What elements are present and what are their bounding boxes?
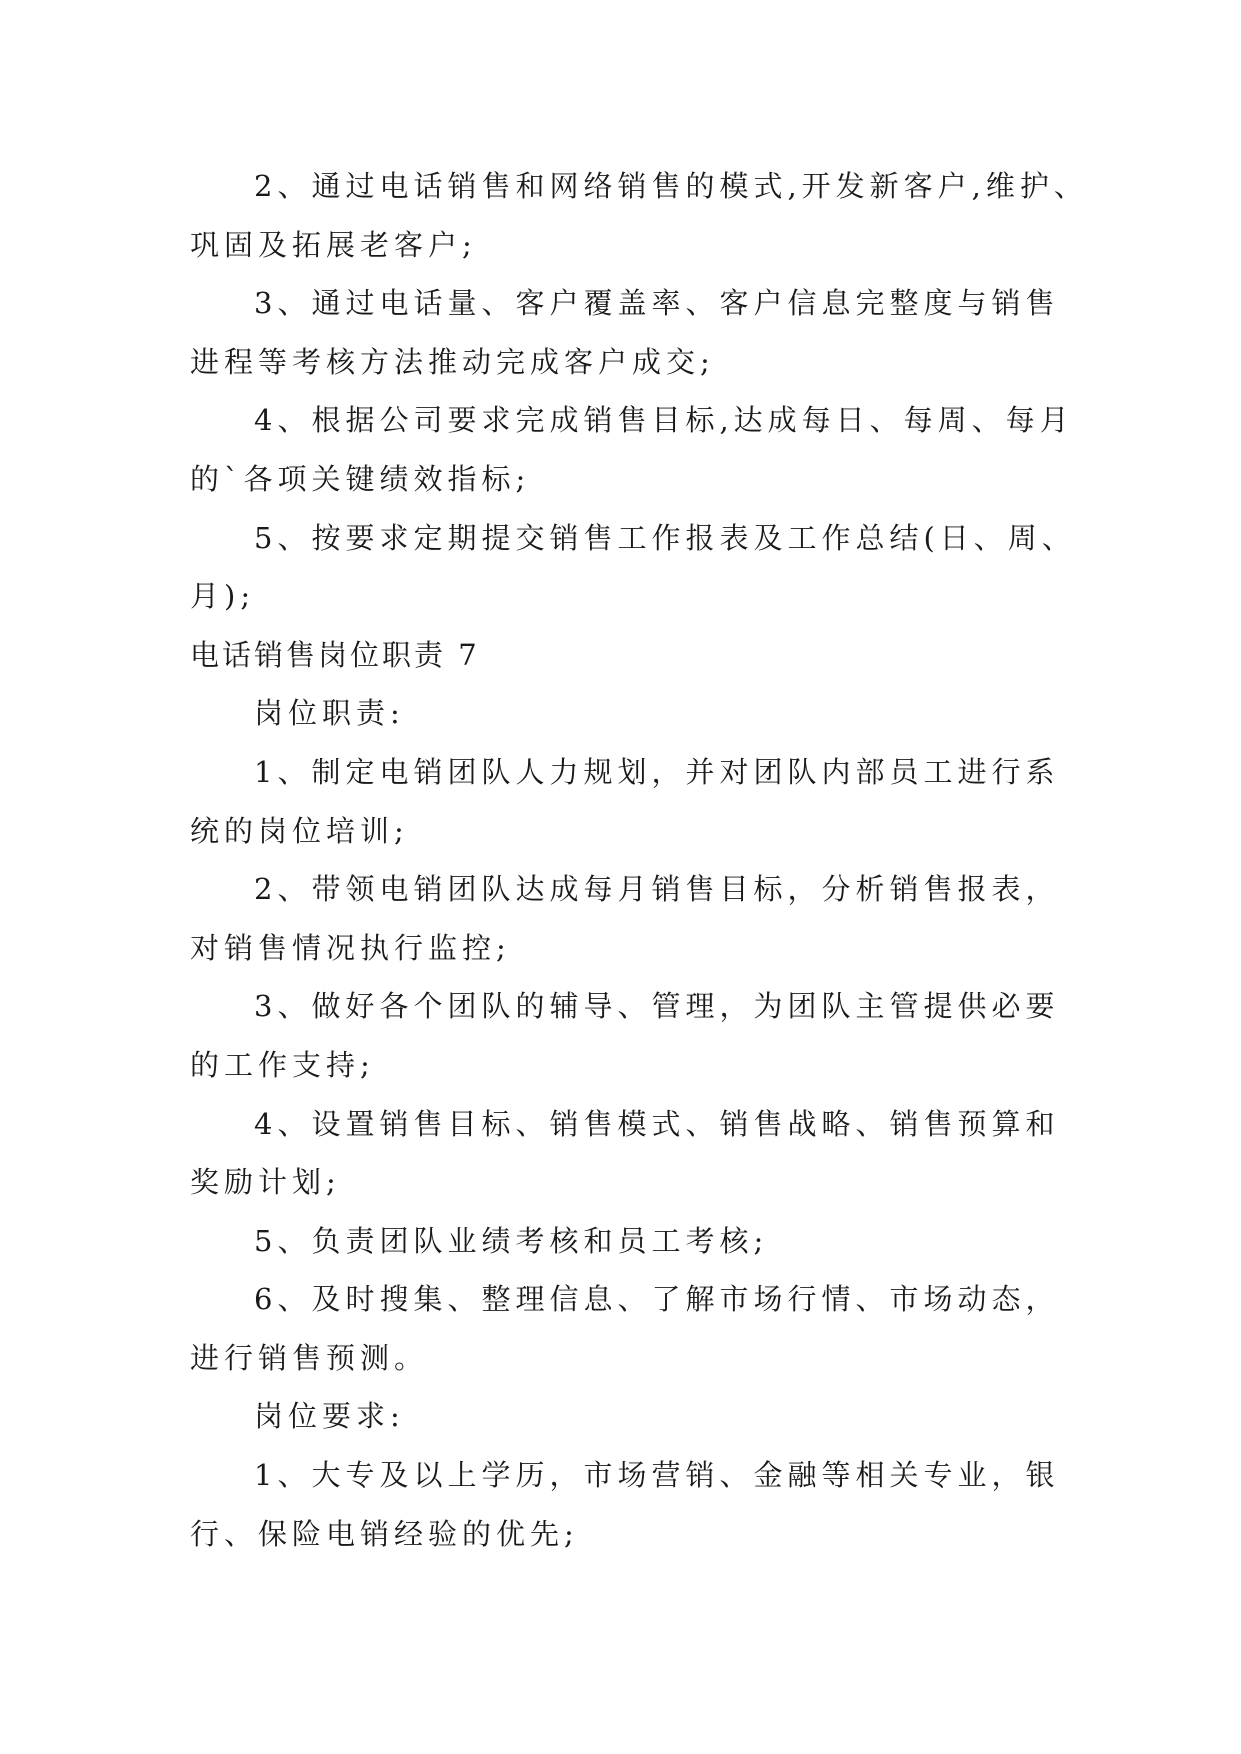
- text-line: 4、设置销售目标、销售模式、销售战略、销售预算和: [254, 1106, 1060, 1141]
- text-line: 2、通过电话销售和网络销售的模式,开发新客户,维护、: [254, 169, 1088, 203]
- text-line: 行、保险电销经验的优先;: [190, 1516, 579, 1551]
- text-line: 的`各项关键绩效指标;: [190, 461, 531, 496]
- text-line: 巩固及拓展老客户;: [190, 227, 477, 262]
- text-line: 的工作支持;: [190, 1047, 375, 1082]
- text-line: 5、负责团队业绩考核和员工考核;: [254, 1223, 769, 1258]
- section-heading: 电话销售岗位职责 7: [190, 637, 480, 672]
- text-line: 1、制定电销团队人力规划，并对团队内部员工进行系: [254, 754, 1060, 789]
- text-line: 3、通过电话量、客户覆盖率、客户信息完整度与销售: [254, 286, 1060, 321]
- text-line: 进程等考核方法推动完成客户成交;: [190, 344, 715, 379]
- text-line: 3、做好各个团队的辅导、管理，为团队主管提供必要: [254, 989, 1060, 1024]
- text-line: 统的岗位培训;: [190, 813, 409, 848]
- text-line: 月);: [190, 579, 256, 614]
- text-line: 1、大专及以上学历，市场营销、金融等相关专业，银: [254, 1458, 1060, 1493]
- document-body: [190, 157, 1088, 1563]
- text-line: 奖励计划;: [190, 1165, 341, 1200]
- text-line: 4、根据公司要求完成销售目标,达成每日、每周、每月: [254, 403, 1074, 438]
- text-line: 岗位职责:: [254, 696, 405, 731]
- text-line: 2、带领电销团队达成每月销售目标，分析销售报表，: [254, 872, 1060, 907]
- text-line: 岗位要求:: [254, 1399, 405, 1434]
- text-line: 对销售情况执行监控;: [190, 930, 511, 965]
- text-line: 进行销售预测。: [190, 1340, 429, 1375]
- text-line: 5、按要求定期提交销售工作报表及工作总结(日、周、: [254, 520, 1076, 555]
- text-line: 6、及时搜集、整理信息、了解市场行情、市场动态，: [254, 1282, 1060, 1317]
